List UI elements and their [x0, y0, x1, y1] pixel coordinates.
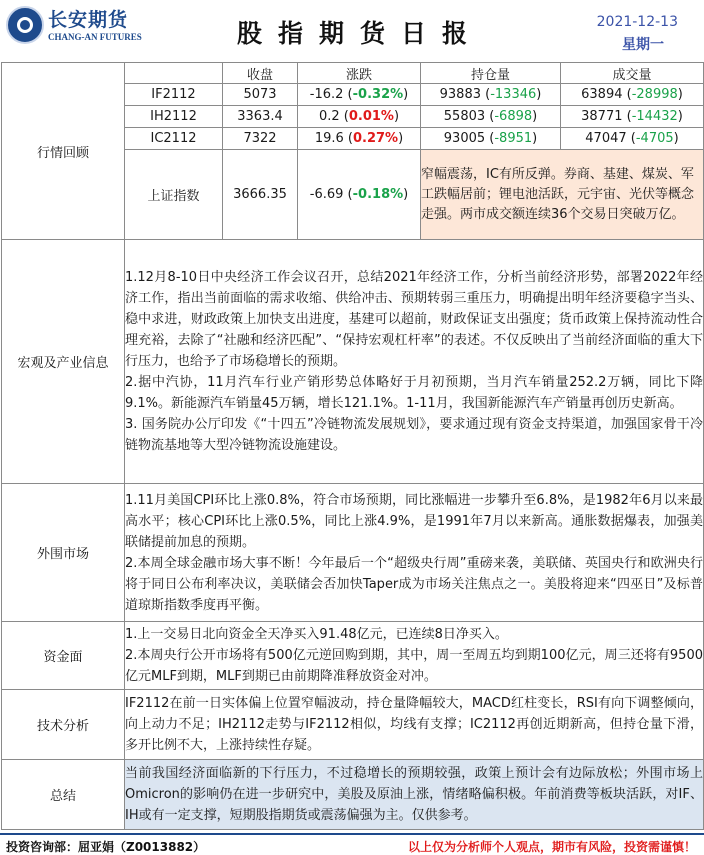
volume-value: 47047 (-4705) — [561, 128, 704, 150]
index-close: 3666.35 — [223, 150, 298, 240]
index-name: 上证指数 — [125, 150, 223, 240]
summary-row — [2, 760, 704, 830]
list-item: 2.本周全球金融市场大事不断！今年最后一个“超级央行周”重磅来袭，美联储、英国央行和欧洲央行将于同日公布利率决议，美联储会否加快Taper成为市场关注焦点之一。美股将迎来“四巫日”及标普道琼斯指数季度再平衡。 — [125, 555, 703, 613]
list-item: 1.11月美国CPI环比上涨0.8%，符合市场预期，同比涨幅进一步攀升至6.8%，是1982年6月以来最高水平；核心CPI环比上涨0.5%，同比上涨4.9%，是1991年7月以来新高。通胀数据爆表，加强美联储提前加息的预期。 — [125, 492, 703, 550]
summary-content: 当前我国经济面临新的下行压力，不过稳增长的预期较强，政策上预计会有边际放松；外围市场上Omicron的影响仍在进一步研究中，美股及原油上涨，情绪略偏积极。年前消费等板块活跃，对IF、IH或有一定支撑，短期股指期货或震荡偏强为主。仅供参考。 — [125, 760, 704, 830]
volume-change: -28998 — [631, 87, 678, 102]
brand-name-en: CHANG-AN FUTURES — [48, 32, 142, 42]
contract-name: IH2112 — [125, 106, 223, 128]
volume-value: 63894 (-28998) — [561, 84, 704, 106]
report-weekday: 星期一 — [622, 37, 664, 53]
section-label-funds: 资金面 — [2, 622, 125, 690]
macro-row — [2, 240, 704, 484]
external-content — [125, 484, 704, 622]
close-value: 7322 — [223, 128, 298, 150]
oi-change: -13346 — [490, 87, 537, 102]
col-header-oi: 持仓量 — [421, 63, 561, 84]
list-item: 2.据中汽协，11月汽车行业产销形势总体略好于月初预期，当月汽车销量252.2万辆，同比下降9.1%。新能源汽车销量45万辆，增长121.1%。1-11月，我国新能源汽车产销量再创历史新高。 — [125, 375, 703, 411]
report-footer — [0, 833, 704, 855]
close-value: 5073 — [223, 84, 298, 106]
oi-value: 93005 (-8951) — [421, 128, 561, 150]
change-pct: 0.27% — [352, 131, 399, 146]
list-item: 2.本周央行公开市场将有500亿元逆回购到期，其中，周一至周五均到期100亿元，周三还将有9500亿元MLF到期，MLF到期已由前期降准释放资金对冲。 — [125, 648, 703, 684]
list-item: 1.12月8-10日中央经济工作会议召开，总结2021年经济工作，分析当前经济形势，部署2022年经济工作，指出当前面临的需求收缩、供给冲击、预期转弱三重压力，明确提出明年经济要稳字当头、稳中求进，财政政策上加快支出进度，基建可以超前，财政保证支出强度；货币政策上保持流动性合理充裕，去除了“社融和经济匹配”、“保持宏观杠杆率”的表述。不仅反映出了当前经济面临的重大下行压力，也给予了市场稳增长的预期。 — [125, 270, 703, 369]
risk-disclaimer: 以上仅为分析师个人观点，期市有风险，投资需谨慎！ — [407, 840, 696, 854]
market-comment: 窄幅震荡，IC有所反弹。券商、基建、煤炭、军工跌幅居前；锂电池活跃，元宇宙、光伏等概念走强。两市成交额连续36个交易日突破万亿。 — [421, 150, 704, 240]
report-table — [1, 62, 704, 830]
section-label-external: 外围市场 — [2, 484, 125, 622]
macro-content — [125, 240, 704, 484]
oi-value: 93883 (-13346) — [421, 84, 561, 106]
oi-value: 55803 (-6898) — [421, 106, 561, 128]
change-value: 0.2 (0.01%) — [298, 106, 421, 128]
index-change-pct: -0.18% — [352, 187, 404, 202]
change-value: -16.2 (-0.32%) — [298, 84, 421, 106]
list-item: 3. 国务院办公厅印发《“十四五”冷链物流发展规划》，要求通过现有资金支持渠道，加强国家骨干冷链物流基地等大型冷链物流设施建设。 — [125, 417, 703, 453]
section-label-market: 行情回顾 — [2, 63, 125, 240]
external-row — [2, 484, 704, 622]
change-pct: 0.01% — [348, 109, 394, 124]
technical-content: IF2112在前一日实体偏上位置窄幅波动，持仓量降幅较大，MACD红柱变长，RSI有向下调整倾向，向上动力不足；IH2112走势与IF2112相似，均线有支撑；IC2112再创近期新高，但持仓量下滑，多开比例不大，上涨持续性存疑。 — [125, 690, 704, 760]
oi-change: -6898 — [494, 109, 533, 124]
report-header — [0, 0, 704, 62]
list-item: 1.上一交易日北向资金全天净买入91.48亿元，已连续8日净买入。 — [125, 627, 508, 642]
contract-name: IF2112 — [125, 84, 223, 106]
contract-name: IC2112 — [125, 128, 223, 150]
change-pct: -0.32% — [352, 87, 404, 102]
market-header-row — [2, 63, 704, 84]
blank-header-cell — [125, 63, 223, 84]
volume-value: 38771 (-14432) — [561, 106, 704, 128]
change-value: 19.6 (0.27%) — [298, 128, 421, 150]
analyst-contact: 投资咨询部：屈亚娟（Z0013882） — [6, 840, 206, 854]
section-label-technical: 技术分析 — [2, 690, 125, 760]
index-change: -6.69 (-0.18%) — [298, 150, 421, 240]
funds-content — [125, 622, 704, 690]
volume-change: -4705 — [635, 131, 674, 146]
brand-name-cn: 长安期货 — [48, 9, 129, 31]
col-header-change: 涨跌 — [298, 63, 421, 84]
report-title: 股指期货日报 — [236, 19, 483, 48]
funds-row — [2, 622, 704, 690]
col-header-volume: 成交量 — [561, 63, 704, 84]
volume-change: -14432 — [631, 109, 678, 124]
close-value: 3363.4 — [223, 106, 298, 128]
report-date: 2021-12-13 — [596, 14, 678, 30]
oi-change: -8951 — [494, 131, 533, 146]
section-label-macro: 宏观及产业信息 — [2, 240, 125, 484]
technical-row — [2, 690, 704, 760]
section-label-summary: 总结 — [2, 760, 125, 830]
col-header-close: 收盘 — [223, 63, 298, 84]
